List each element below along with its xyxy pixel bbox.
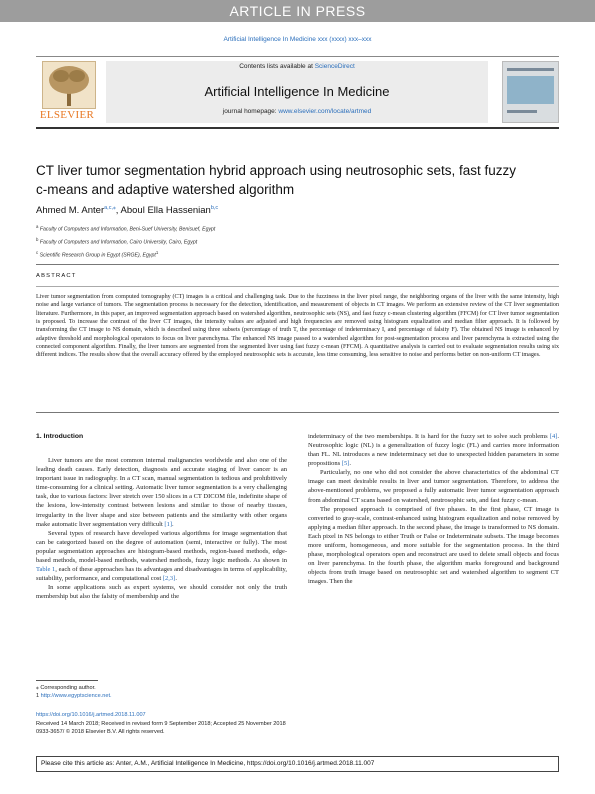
- elsevier-tree-icon: [42, 61, 96, 109]
- contents-line: [106, 63, 488, 70]
- homepage-link[interactable]: www.elsevier.com/locate/artmed: [278, 108, 372, 115]
- paragraph: Particularly, no one who did not consider the above characteristics of the abdominal CT image can meet desirable results in liver and tumor segmentation. Therefore, to address the above-mentioned problems, we proposed a fully automatic liver tumor segmentation approach from abdominal CT scans based on watershed, neutrosophic sets, and fast fuzzy c-mean.: [308, 469, 559, 504]
- author-affiliation-marker[interactable]: b,c: [210, 205, 219, 211]
- sciencedirect-link[interactable]: ScienceDirect: [314, 63, 355, 70]
- reference-link[interactable]: [4]: [549, 433, 558, 440]
- divider: [36, 264, 559, 265]
- author-name: Ahmed M. Anter: [36, 205, 105, 217]
- affiliation-a: $^a$ Faculty of Computers and Information, Beni-Suef University, Benisuef, Egypt: [36, 224, 216, 233]
- journal-homepage: [106, 108, 488, 115]
- homepage-prefix: journal homepage:: [222, 108, 279, 115]
- journal-cover-thumbnail: [502, 61, 559, 123]
- article-title: CT liver tumor segmentation hybrid approach using neutrosophic sets, fast fuzzy c-means and adaptive watershed algorithm: [36, 163, 516, 197]
- footnotes: [36, 684, 336, 700]
- divider: [36, 412, 559, 413]
- url-footnote: 1 http://www.egyptscience.net.: [36, 693, 112, 699]
- journal-title: Artificial Intelligence In Medicine: [204, 84, 390, 99]
- paragraph: The proposed approach is comprised of five phases. In the first phase, CT image is converted to gray-scale, contrast-enhanced using histogram equalization and noise removed by applying a median filter approach. In the second phase, the image is transformed to NS domain. Each pixel in NS belongs to either Truth or False or Indeterminate subsets. The image becomes more uniform, homogeneous, and more suitable for the segmentation process. In the third phase, morphological operators open and reconstruct are used to delete small objects and focus on liver parenchyma. In the fourth phase, the algorithm marks foreground and background objects from truth image based on neutrosophic set and watershed algorithm to segment CT images. Then the: [308, 505, 559, 586]
- journal-masthead: [36, 56, 559, 128]
- issn-copyright: 0933-3657/ © 2018 Elsevier B.V. All rights reserved.: [36, 729, 165, 735]
- affiliations: [36, 222, 559, 262]
- paragraph: Liver tumors are the most common internal malignancies worldwide and also one of the leading death causes. Early detection, diagnosis and accurate staging of liver cancer is an important issue in radiography. In a CT scan, manual segmentation is tedious and prohibitively time-consuming for a clinical setting. Automatic liver tumor segmentation is a very challenging task, due to various factors: liver stretch over 150 slices in a CT DICOM file, indefinite shape of the lesions, low-intensity contrast between lesions and similar to those of nearby tissues, irregularity in the liver shape and size between patients and the similarity with other organs make automatic liver segmentation very difficult [1].: [36, 457, 287, 528]
- footnote-url-link[interactable]: http://www.egyptscience.net.: [40, 693, 112, 699]
- corresponding-author-note: ⁎ Corresponding author.: [36, 685, 96, 691]
- table-link[interactable]: Table 1: [36, 566, 56, 574]
- paragraph: Several types of research have developed various algorithms for image segmentation that can be categorized based on the degree of automation (semi, interactive or fully). The most popular segmentation approaches are histogram-based methods, region-based methods, edge-based methods, model-based methods, watershed methods, fuzzy logic methods. As shown in Table 1, each of these approaches has its advantages and disadvantages in terms of applicability, suitability, performance, and computational cost [2,3].: [36, 529, 288, 583]
- citation-box: Please cite this article as: Anter, A.M., Artificial Intelligence In Medicine, https://doi.org/10.1016/j.artmed.2018.11.007: [36, 756, 559, 772]
- article-meta: [36, 711, 436, 737]
- affiliation-b: $^b$ Faculty of Computers and Information, Cairo University, Cairo, Egypt: [36, 237, 198, 246]
- article-in-press-banner: ARTICLE IN PRESS: [0, 0, 595, 22]
- left-column: [36, 432, 287, 601]
- divider: [36, 286, 559, 287]
- journal-reference[interactable]: Artificial Intelligence In Medicine xxx (xxxx) xxx–xxx: [223, 36, 372, 43]
- elsevier-wordmark: ELSEVIER: [39, 109, 95, 121]
- abstract-text: Liver tumor segmentation from computed tomography (CT) images is a critical and challenging task. Due to the fuzziness in the liver pixel range, the neighboring organs of the liver with the same intensity, high noise and large variance of tumors. The segmentation process is necessary for the detection, identification, and measurement of objects in CT images. We perform an extensive review of the CT liver segmentation literature. Furthermore, in this paper, an improved segmentation approach based on watershed algorithm, neutrosophic sets (NS), and fast fuzzy c-mean clustering algorithm (FFCM) for CT liver tumor segmentation is proposed. To increase the contrast of the liver CT images, the intensity values are adjusted and high frequencies are removed using histogram equalization and median filter approach. It is followed by transforming the CT image to NS domain, which is described using three subsets (percentage of truth T, the percentage of indeterminacy I, and percentage of falsity F). The obtained NS image is enhanced by adaptive threshold and morphological operators to focus on liver parenchyma. The enhanced NS image passed to a watershed algorithm for post-segmentation process and liver parenchyma is extracted using the connected component algorithm. Finally, the liver tumors are segmented from the segmented liver using fast fuzzy c-mean (FFCM). A quantitative analysis is carried out to evaluate segmentation results using six different indices. The results show that the overall accuracy offered by the employed neutrosophic sets is accurate, less time consuming, less sensitive to noise and performs better on non-uniform CT images.: [36, 294, 559, 359]
- reference-link[interactable]: [2,3]: [162, 575, 176, 583]
- received-dates: Received 14 March 2018; Received in revised form 9 September 2018; Accepted 25 November 2018: [36, 720, 286, 727]
- author-list: [36, 205, 559, 216]
- footnote-rule: [36, 680, 98, 681]
- paragraph: indeterminacy of the two memberships. It is hard for the fuzzy set to solve such problems [4]. Neutrosophic logic (NL) is a generalization of fuzzy logic (FL) and carries more information than FL. NL introduces a new indeterminacy set due to unexpected hidden parameters in some propositions [5].: [308, 433, 559, 468]
- abstract-heading: ABSTRACT: [36, 273, 77, 279]
- masthead-center: [106, 61, 488, 123]
- reference-link[interactable]: [5]: [341, 460, 350, 468]
- author-affiliation-marker[interactable]: a,c,⁎: [104, 205, 116, 211]
- right-column: [308, 432, 559, 586]
- masthead-bottom-rule: [36, 127, 559, 129]
- affiliation-c: $^c$ Scientific Research Group in Egypt (SRGE), Egypt$^1$: [36, 250, 159, 260]
- doi-link[interactable]: https://doi.org/10.1016/j.artmed.2018.11.007: [36, 712, 146, 718]
- section-heading: 1. Introduction: [36, 433, 84, 440]
- contents-prefix: Contents lists available at: [239, 63, 315, 70]
- masthead-top-rule: [36, 56, 559, 57]
- author-separator: ,: [115, 205, 121, 217]
- reference-link[interactable]: [1]: [164, 520, 172, 528]
- paragraph: In some applications such as expert systems, we should consider not only the truth membership but also the falsity of membership and the: [36, 584, 287, 601]
- elsevier-logo: [36, 61, 98, 123]
- author-name: Aboul Ella Hassenian: [120, 205, 211, 217]
